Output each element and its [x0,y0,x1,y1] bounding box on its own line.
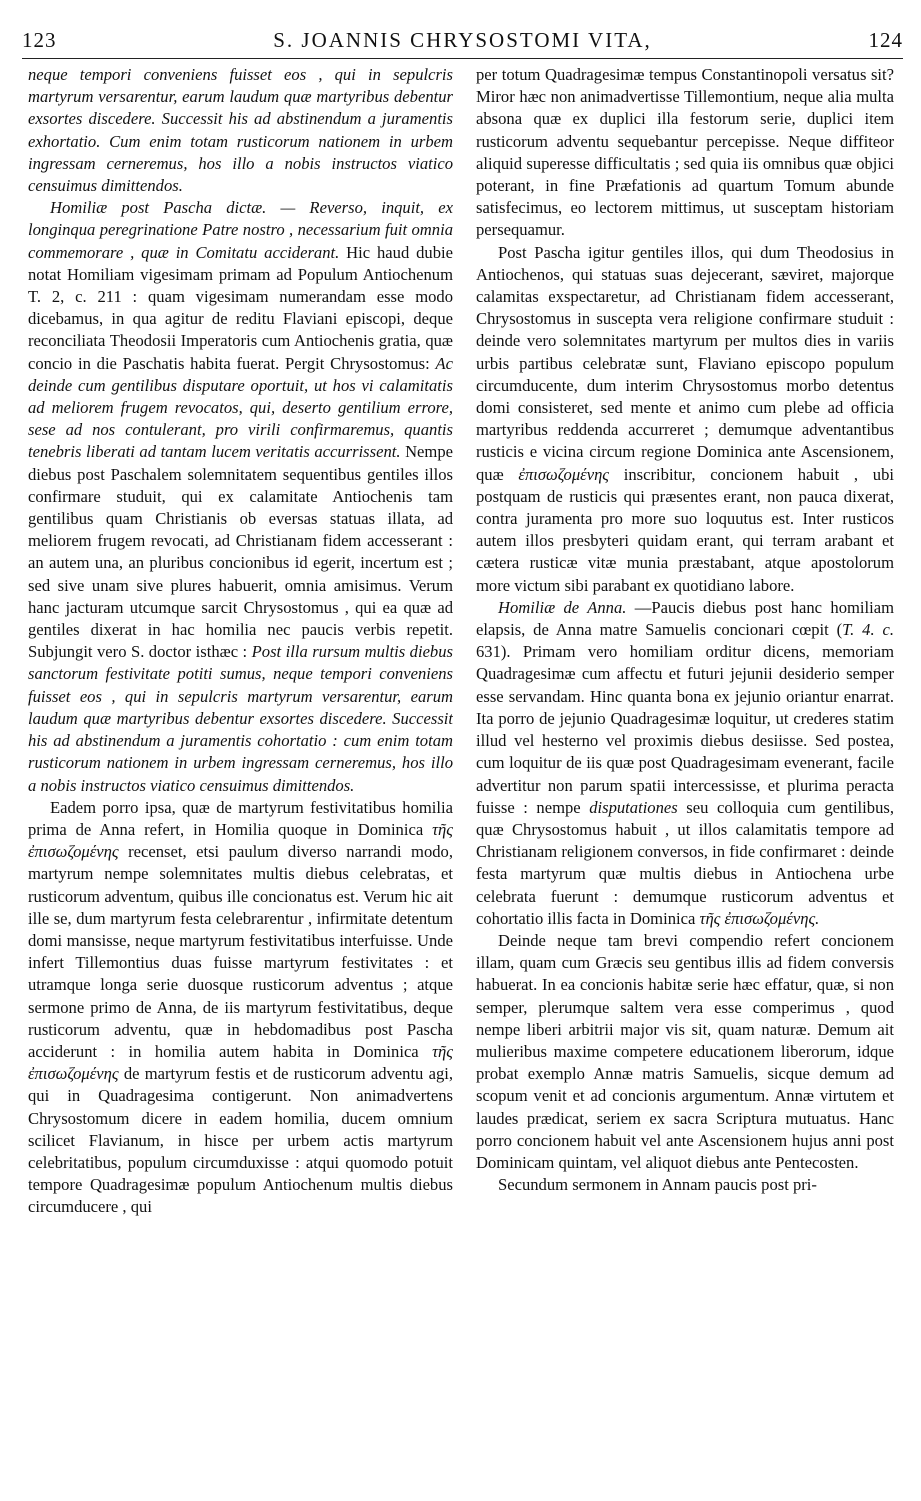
italic-text: disputationes [589,797,678,817]
right-text-column [476,64,894,1484]
paragraph [28,64,453,197]
italic-text: neque tempori conveniens fuisset eos , qui in sepulcris martyrum versarentur, earum laudum quæ martyribus debentur exsortes discedere. Successit his ad abstinendum a juramentis exhortatio. Cum enim totam rusticorum nationem in urbem ingressam cerneremus, hos illo a nobis instructos viatico censuimus dimittendos. [28,65,453,196]
header-rule [22,58,903,59]
text-run: Hic haud dubie notat Homiliam vigesimam primam ad Populum Antiochenum T. 2, c. 211 : quam vigesimam numerandam esse modo dicebamus, in qua agitur de reditu Flaviani episcopi, deque reconciliata Theodosii Imperatoris cum Antiochenis gratia, quæ concio in die Paschatis habita fuerat. Pergit Chrysostomus: [28,242,453,373]
italic-text: τῆς ἐπισωζομένης [28,819,453,862]
text-run: Nempe diebus post Paschalem solemnitatem sequentibus gentiles illos confirmare studuit, qui ex calamitate Antiochenis tam gentilibus quam Christianis ob eversas statuas illata, ad meliorem frugem revocati, ad Christianam fidem accesserant : an autem una, an pluribus concionibus id egerit, incertum est ; sed sive unam sive plures habuerit, omnia amisimus. Verum hanc jacturam utcumque sarcit Chrysostomus , qui ea quæ ad gentiles dixerat in hac homilia nec paucis verbis repetit. Subjungit vero S. doctor isthæc : [28,442,453,662]
paragraph [476,1174,894,1196]
italic-text: Homiliæ de Anna. [498,597,627,617]
page-number-left: 123 [22,28,57,52]
paragraph [28,197,453,796]
text-run: per totum Quadragesimæ tempus Constantinopoli versatus sit? Miror hæc non animadvertisse Tillemontium, neque alia multa absona quæ ex duplici illa festorum serie, duplici item rusticorum adventu sequebantur percepisse. Neque diffiteor aliquid superesse difficultatis ; sed quia iis omnibus quæ objici poterant, in fine Præfationis ad quartum Tomum abunde satisfecimus, eo lectorem mittimus, ut susceptam historiam persequamur. [476,65,894,240]
paragraph [476,597,894,930]
running-header [22,28,903,62]
italic-text: Ac deinde cum gentilibus disputare oportuit, ut hos vi calamitatis ad meliorem frugem revocatos, qui, deserto gentilium errore, sese ad nos contulerant, pro virili confirmaremus, quantis tenebris liberati ad tantam lucem veritatis accurrissent. [28,353,453,462]
text-run: recenset, etsi paulum diverso narrandi modo, martyrum nempe solemnitates multis diebus celebratas, et rusticorum adventum, quibus ille concionatus est. Verum hic ait ille se, dum martyrum festa celebrarentur , infirmitate detentum domi mansisse, neque martyrum festivitatibus interfuisse. Unde infert Tillemontius duas fuisse martyrum festivitates : et utramque longa serie duosque rusticorum adventus ; atque sermone primo de Anna, de iis martyrum festivitatibus, deque rusticorum adventu, quæ in hebdomadibus post Pascha acciderunt : in homilia autem habita in Dominica [28,842,453,1061]
page-number-right: 124 [868,28,903,52]
text-run: Deinde neque tam brevi compendio refert concionem illam, quam cum Græcis seu gentibus illis ad fidem conversis habuerat. In ea concionis habitæ serie hæc effatur, quæ, si non semper, plerumque saltem vera esse comperimus , quod nempe liberi arbitrii major vis sit, quam naturæ. Demum ait mulieribus maxime competere educationem liberorum, idque probat exemplo Annæ matris Samuelis, sicque demum ad scopum venit et ad concionis argumentum. Annæ virtutem et laudes prædicat, seriem ex sacra Scriptura mutuatus. Hanc porro concionem habuit vel ante Ascensionem hujus anni post Dominicam quintam, vel aliquot diebus ante Pentecosten. [476,930,894,1172]
paragraph [28,797,453,1219]
running-title: S. JOANNIS CHRYSOSTOMI VITA, [273,28,652,52]
text-run: de martyrum festis et de rusticorum adventu agi, qui in Quadragesima contigerunt. Non animadvertens Chrysostomum dicere in eadem homilia, ducem omnium scilicet Flavianum, in hisce per urbem actis martyrum celebritatibus, populum circumduxisse : atqui quomodo potuit tempore Quadragesimæ populum Antiochenum multis diebus circumducere , qui [28,1064,453,1217]
text-run: seu colloquia cum gentilibus, quæ Chrysostomus habuit , ut illos calamitatis tempore ad Christianam religionem conversos, in fide confirmaret : deinde festa martyrum quæ multis diebus in Antiochena urbe celebrata fuerunt : demumque rusticorum adventus et cohortatio illis facta in Dominica [476,797,894,928]
italic-text: τῆς ἐπισωζομένης [28,1041,453,1084]
paragraph [476,242,894,597]
text-run: 631). Primam vero homiliam orditur dicens, memoriam Quadragesimæ cum affectu et futuri jejunii desiderio semper esse servandam. Hinc quanta bona ex jejunio oriantur enarrat. Ita porro de jejunio Quadragesimæ loquitur, ut crederes statim illud vel hesterno vel proximis diebus desiisse. Sed postea, cum loquitur de iis quæ post Quadragesimam evenerant, facile advertitur non parum spatii intercessisse, et plurima peracta fuisse : nempe [476,642,894,817]
paragraph [476,930,894,1174]
italic-text: Post illa rursum multis diebus sanctorum festivitate potiti sumus, neque tempori conveniens fuisset eos , qui in sepulcris martyrum versarentur, earum laudum quæ martyribus debentur exsortes discedere. Successit his ad abstinendum a juramentis cohortatio : cum enim totam rusticorum nationem in urbem ingressam cerneremus, hos illo a nobis instructos viatico censuimus dimittendos. [28,642,453,795]
italic-text: Homiliæ post Pascha dictæ. — Reverso, inquit, ex longinqua peregrinatione Patre nostro , necessarium fuit omnia commemorare , quæ in Comitatu acciderant. [28,198,453,262]
paragraph [476,64,894,242]
text-run: Post Pascha igitur gentiles illos, qui dum Theodosius in Antiochenos, qui statuas suas dejecerant, sæviret, majorque calamitas exspectaretur, ad Christianam fidem accesserant, Chrysostomus in suscepta vera religione confirmare studuit : deinde vero solemnitates martyrum per multos dies in variis urbis partibus celebratæ sunt, Flaviano episcopo populum circumducente, dum interim Chrysostomus morbo detentus domi consisteret, sed mente et animo cum plebe ad officia martyribus reddenda accurreret ; demumque adventantibus rusticis e vicina circum regione Dominica ante Ascensionem, quæ [476,242,894,484]
italic-text: T. 4. c. [842,620,894,640]
left-text-column [28,64,453,1484]
text-run: Eadem porro ipsa, quæ de martyrum festivitatibus homilia prima de Anna refert, in Homilia quoque in Dominica [28,797,453,839]
text-run: inscribitur, concionem habuit , ubi postquam de rusticis qui præsentes erant, non pauca dixerat, contra juramenta pro more suo loquutus est. Inter rusticos autem illos presbyteri quidam erant, qui terram arabant et cætera rusticæ vitæ munia præstabant, atque apostolorum more victum sibi parabant ex quotidiano labore. [476,464,894,595]
italic-text: ἐπισωζομένης [518,464,610,484]
text-run: —Paucis diebus post hanc homiliam elapsis, de Anna matre Samuelis concionari cœpit ( [476,597,894,640]
italic-text: τῆς ἐπισωζομένης. [699,908,820,928]
text-run: Secundum sermonem in Annam paucis post pri- [498,1175,817,1195]
